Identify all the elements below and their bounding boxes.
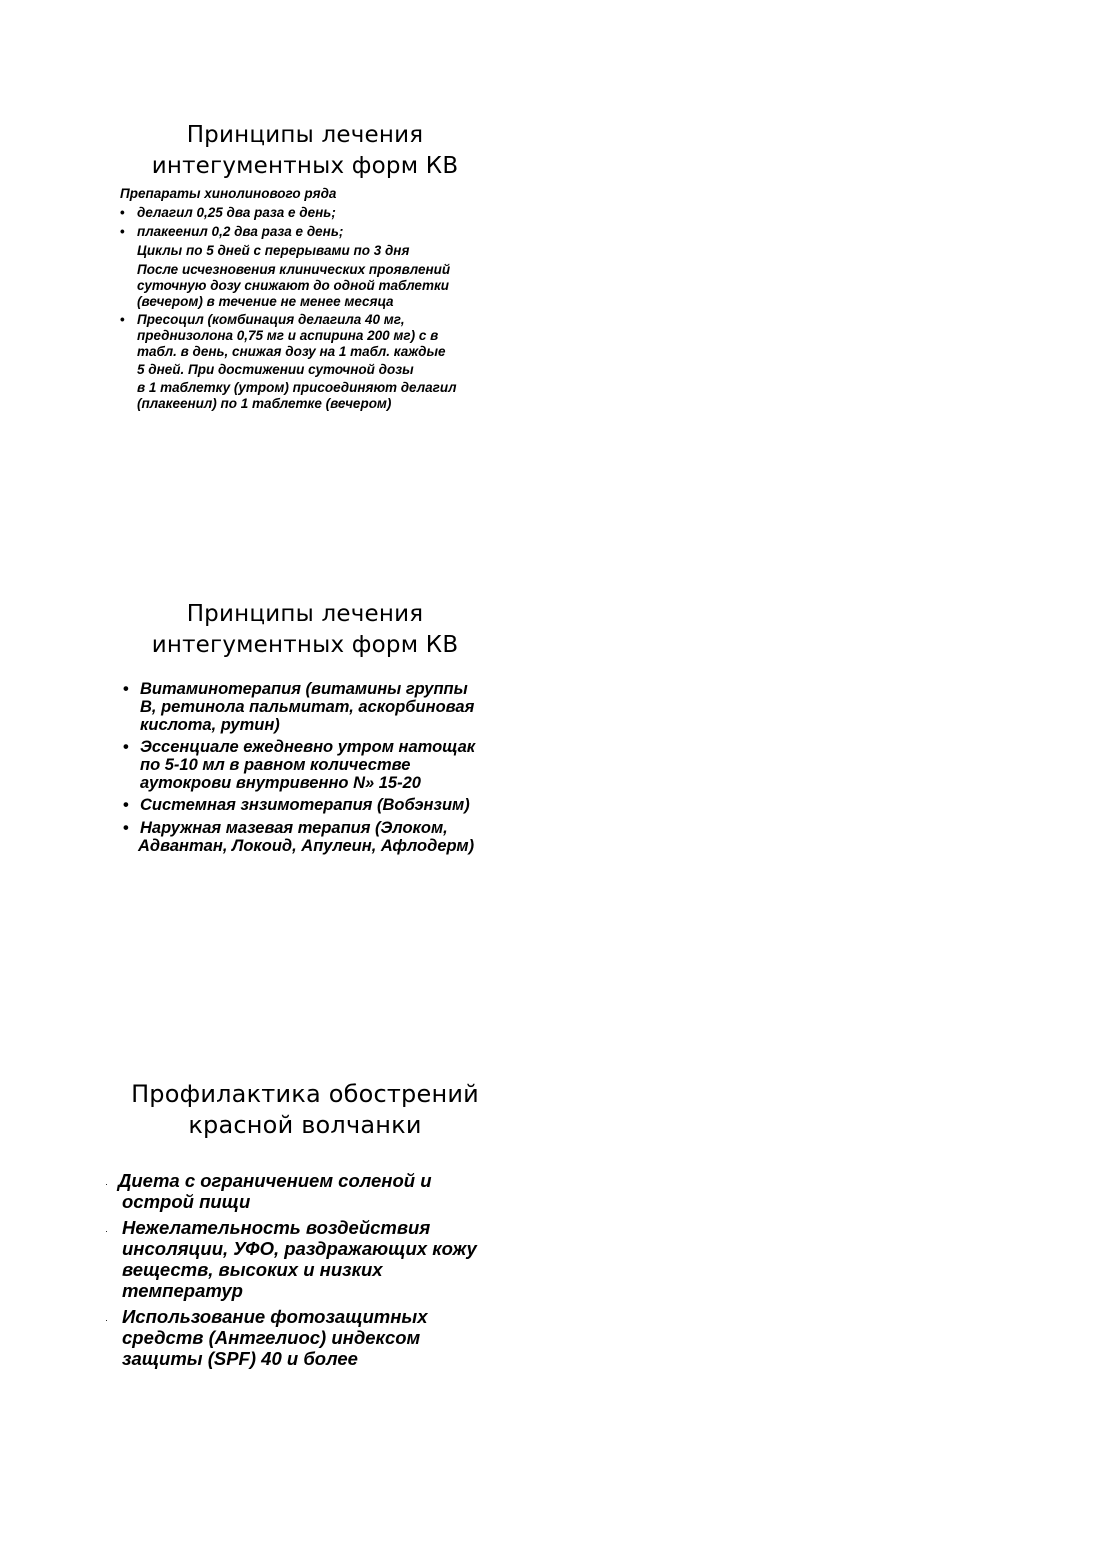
slide-1-title-line-1: Принципы лечения <box>186 122 424 148</box>
slide-3-line: Диета с ограничением соленой и <box>118 1170 432 1191</box>
slide-2-line: В, ретинола пальмитат, аскорбиновая <box>140 698 475 716</box>
slide-3-line: защиты (SPF) 40 и более <box>122 1348 358 1369</box>
slide-3-line: Использование фотозащитных <box>122 1306 428 1327</box>
slide-1-line: После исчезновения клинических проявлений <box>137 262 451 277</box>
slide-3-line: веществ, высоких и низких <box>122 1259 383 1280</box>
slide-1-line: преднизолона 0,75 мг и аспирина 200 мг) с в <box>137 328 439 343</box>
slide-2-line: Адвантан, Локоид, Апулеин, Афлодерм) <box>138 837 475 855</box>
bullet-icon: • <box>123 680 129 698</box>
slide-1-line: в 1 таблетку (утром) присоединяют делагил <box>137 380 457 395</box>
bullet-icon: · <box>105 1315 108 1325</box>
slide-1-title-line-2: интегументных форм КВ <box>151 153 459 179</box>
slide-2-line: Наружная мазевая терапия (Элоком, <box>140 819 448 837</box>
slide-3 <box>0 0 600 1400</box>
slide-3-title-line-1: Профилактика обострений <box>131 1080 479 1108</box>
slide-2-line: Эссенциале ежедневно утром натощак <box>140 738 476 756</box>
slide-1-line: Циклы по 5 дней с перерывами по 3 дня <box>137 243 410 258</box>
bullet-icon: • <box>123 738 129 756</box>
slide-3-title-line-2: красной волчанки <box>188 1111 422 1139</box>
slide-1-line: плакеенил 0,2 два раза е день; <box>137 224 344 239</box>
slide-2-line: по 5-10 мл в равном количестве <box>140 756 411 774</box>
slide-3-line: средств (Антгелиос) индексом <box>122 1327 421 1348</box>
slide-1-line: суточную дозу снижают до одной таблетки <box>137 278 450 293</box>
bullet-icon: · <box>105 1179 108 1189</box>
slide-1-heading: Препараты хинолинового ряда <box>120 186 337 201</box>
slide-1-line: Пресоцил (комбинация делагила 40 мг, <box>137 312 405 327</box>
slide-1-line: табл. в день, снижая дозу на 1 табл. каждые <box>137 344 446 359</box>
slide-1-line: делагил 0,25 два раза е день; <box>137 205 336 220</box>
slide-1-line: 5 дней. При достижении суточной дозы <box>137 362 414 377</box>
bullet-icon: • <box>120 312 125 327</box>
bullet-icon: • <box>120 224 125 239</box>
slide-3-line: инсоляции, УФО, раздражающих кожу <box>122 1238 477 1259</box>
slide-2-line: аутокрови внутривенно N» 15-20 <box>140 774 421 792</box>
slide-2-title-line-1: Принципы лечения <box>186 601 424 627</box>
bullet-icon: • <box>123 819 129 837</box>
slide-3-line: острой пищи <box>122 1191 251 1212</box>
bullet-icon: · <box>105 1226 108 1236</box>
bullet-icon: • <box>120 205 125 220</box>
slide-1-line: (плакеенил) по 1 таблетке (вечером) <box>137 396 392 411</box>
slide-2-line: Системная знзимотерапия (Вобэнзим) <box>140 796 470 814</box>
slide-2-line: кислота, рутин) <box>140 716 280 734</box>
slide-2-title-line-2: интегументных форм КВ <box>151 632 459 658</box>
slide-3-line: Нежелательность воздействия <box>122 1217 431 1238</box>
slide-2-line: Витаминотерапия (витамины группы <box>140 680 468 698</box>
slide-1-line: (вечером) в течение не менее месяца <box>137 294 394 309</box>
slide-3-title <box>120 1079 490 1141</box>
slide-3-line: температур <box>122 1280 243 1301</box>
bullet-icon: • <box>123 796 129 814</box>
